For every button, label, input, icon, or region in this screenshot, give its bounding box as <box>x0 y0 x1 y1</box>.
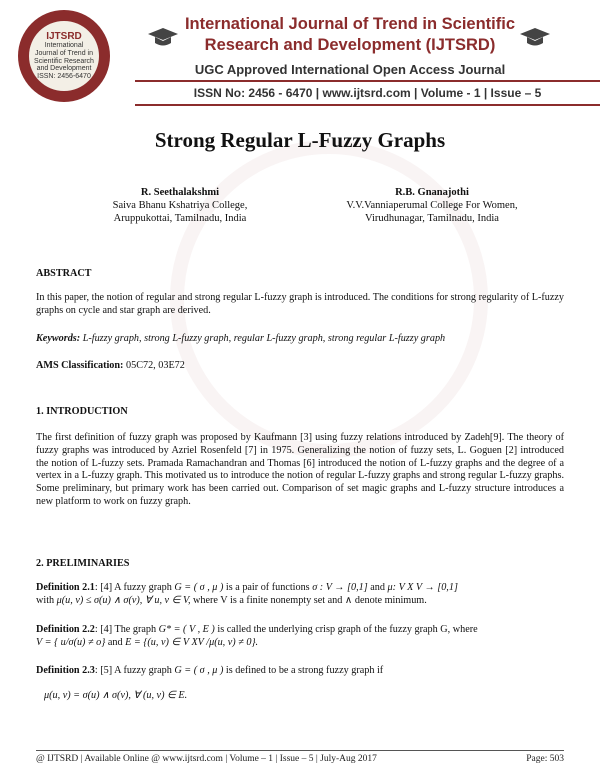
paper-title: Strong Regular L-Fuzzy Graphs <box>154 128 446 152</box>
journal-logo <box>18 10 110 102</box>
definition-text: and <box>367 582 388 593</box>
author-location: Virudhunagar, Tamilnadu, India <box>365 213 499 224</box>
logo-name: International Journal of Trend in Scientific Research and Development <box>34 42 94 73</box>
abstract-heading: ABSTRACT <box>36 268 92 279</box>
header-divider <box>135 80 600 82</box>
footer-divider <box>36 750 564 751</box>
intro-heading: 1. INTRODUCTION <box>36 406 128 417</box>
definition-text: : [4] A fuzzy graph <box>94 582 175 593</box>
footer-info: @ IJTSRD | Available Online @ www.ijtsrd.com | Volume – 1 | Issue – 5 | July-Aug 2017 <box>36 754 377 764</box>
keywords-text: L-fuzzy graph, strong L-fuzzy graph, regular L-fuzzy graph, strong regular L-fuzzy graph <box>82 333 446 344</box>
definition-2-1 <box>36 582 564 608</box>
math-expr: G* = ( V , E ) <box>158 624 215 635</box>
definition-text: where V is a finite nonempty set and ∧ denote minimum. <box>190 594 427 606</box>
math-expr: G = ( σ , μ ) <box>174 665 224 676</box>
ams-text: 05C72, 03E72 <box>126 360 185 371</box>
journal-title: International Journal of Trend in Scientific Research and Development (IJTSRD) <box>184 15 516 54</box>
author-block <box>85 186 275 225</box>
graduation-cap-icon <box>148 28 178 48</box>
definition-label: Definition 2.2 <box>36 624 95 635</box>
abstract-text: In this paper, the notion of regular and strong regular L-fuzzy graph is introduced. The conditions for strong regularity of L-fuzzy graphs on cycle and star graph are derived. <box>36 292 564 316</box>
graduation-cap-icon <box>520 28 550 48</box>
math-expr: V = { u/σ(u) ≠ o} <box>36 636 106 648</box>
keywords-label: Keywords: <box>36 333 81 344</box>
definition-label: Definition 2.1 <box>36 582 95 593</box>
header-divider <box>135 104 600 106</box>
author-name: R. Seethalakshmi <box>140 187 220 198</box>
math-expr: E = {(u, v) ∈ V XV /μ(u, v) ≠ 0}. <box>125 636 259 648</box>
definition-label: Definition 2.3 <box>36 665 95 676</box>
definition-text: is called the underlying crisp graph of the fuzzy graph G, where <box>214 624 478 635</box>
page-footer <box>36 754 564 764</box>
page-number: Page: 503 <box>526 754 564 764</box>
definition-2-3 <box>36 665 564 678</box>
ams-label: AMS Classification: <box>36 360 124 371</box>
definition-text: : [5] A fuzzy graph <box>94 665 175 676</box>
logo-acronym: IJTSRD <box>46 31 82 43</box>
ams-line <box>36 360 564 373</box>
issn-line: ISSN No: 2456 - 6470 | www.ijtsrd.com | Volume - 1 | Issue – 5 <box>193 86 542 100</box>
author-name: R.B. Gnanajothi <box>395 187 469 198</box>
author-location: Aruppukottai, Tamilnadu, India <box>113 213 247 224</box>
logo-issn: ISSN: 2456-6470 <box>37 73 91 81</box>
definition-text: : [4] The graph <box>94 624 159 635</box>
definition-text: is a pair of functions <box>223 582 313 593</box>
author-affiliation: Saiva Bhanu Kshatriya College, <box>112 200 248 211</box>
approval-line: UGC Approved International Open Access Journal <box>194 62 506 77</box>
intro-text: The first definition of fuzzy graph was proposed by Kaufmann [3] using fuzzy relations introduced by Zadeh[9]. The theory of fuzzy graphs was introduced by Azriel Rosenfeld [7] in 1975. Generalizing the notion of fuzzy sets, L. Goguen [2] introduced the notion of L-fuzzy sets. Pramada Ramachandran and Thomas [6] introduced the notion of L-fuzzy graphs and the degree of a vertex in a L-fuzzy graph. This motivated us to introduce the notion of regular L-fuzzy graphs and strong regular L-fuzzy graphs. Some preliminary, but primary work has been carried out. Comparison of set magic graphs and L-fuzzy structure introduces a new platform to work on fuzzy graph. <box>36 432 564 507</box>
definition-equation: μ(u, v) = σ(u) ∧ σ(v), ∀ (u, v) ∈ E. <box>44 690 188 701</box>
journal-header <box>0 0 600 108</box>
definition-text: with <box>36 594 57 606</box>
author-affiliation: V.V.Vanniaperumal College For Women, <box>346 200 518 211</box>
definition-2-2 <box>36 624 564 650</box>
math-expr: σ : V → [0,1] <box>312 582 368 593</box>
math-expr: μ(u, v) ≤ σ(u) ∧ σ(v), ∀ u, v ∈ V, <box>56 594 191 606</box>
keywords-line <box>36 333 564 346</box>
author-block <box>322 186 542 225</box>
math-expr: μ: V X V → [0,1] <box>387 582 458 593</box>
prelim-heading: 2. PRELIMINARIES <box>36 558 130 569</box>
definition-text: is defined to be a strong fuzzy graph if <box>223 665 384 676</box>
math-expr: G = ( σ , μ ) <box>174 582 224 593</box>
definition-text: and <box>105 636 126 648</box>
